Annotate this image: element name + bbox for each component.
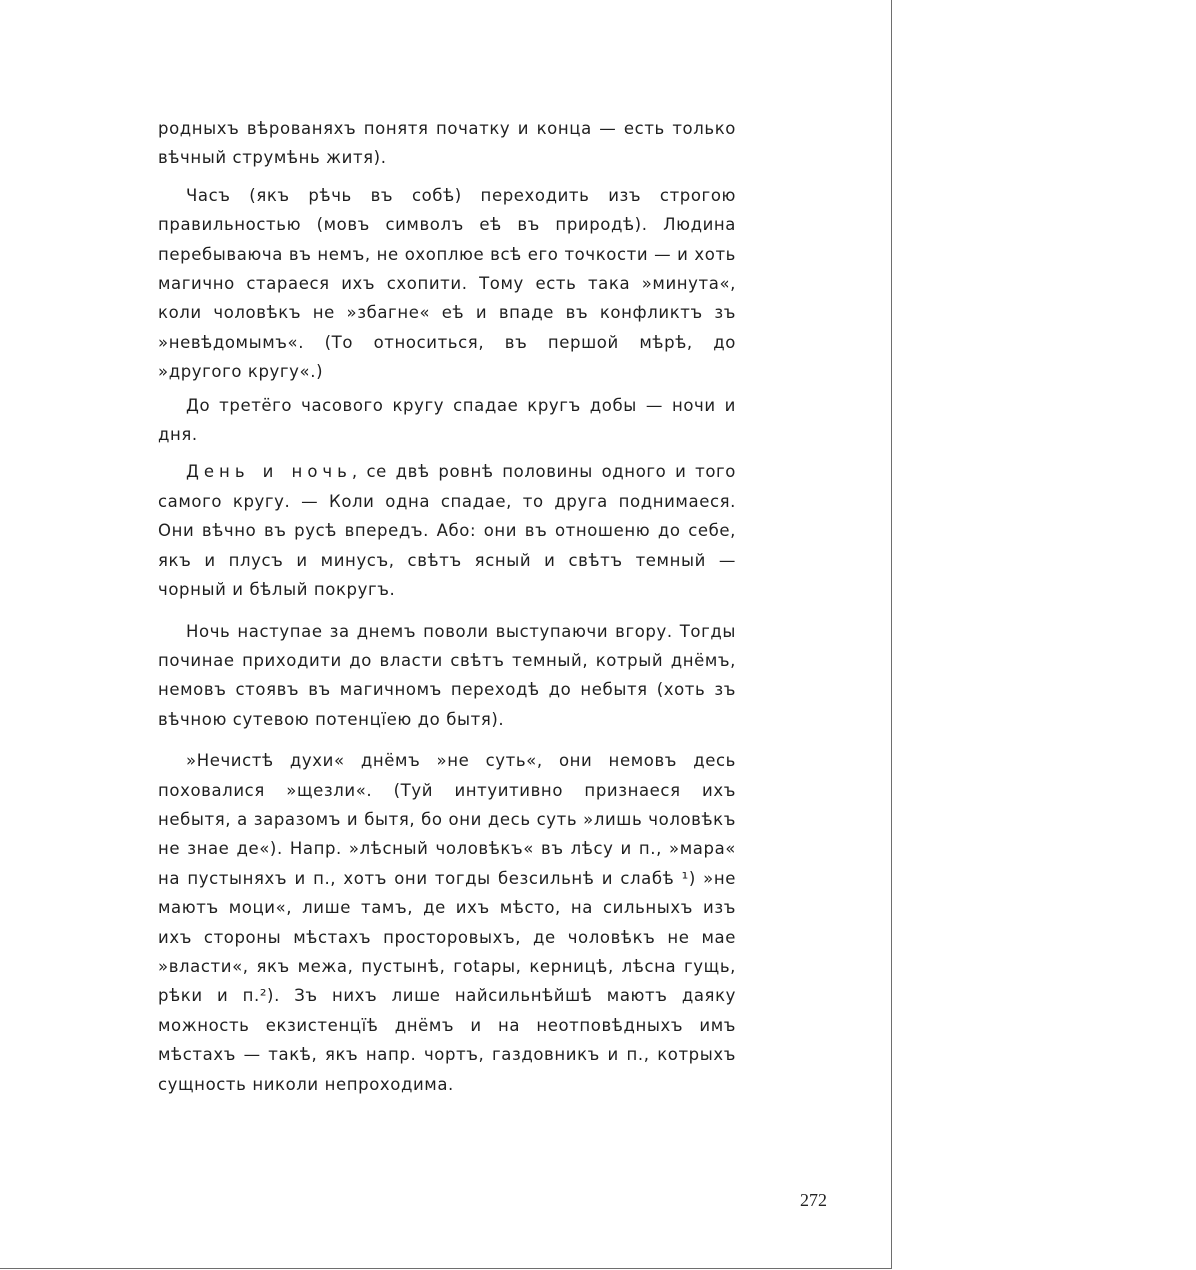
paragraph-1: родныхъ вѣрованяхъ понятя початку и конца — есть только вѣчный струмѣнь житя). (158, 119, 736, 168)
paragraph-3: До третёго часового кругу спадае кругъ добы — ночи и дня. (158, 395, 736, 445)
spaced-lead-words: День и ночь (186, 462, 352, 482)
page-number: 272 (800, 1190, 827, 1210)
paragraph-6: »Нечистѣ духи« днёмъ »не суть«, они немовъ десь поховалися »щезли«. (Туй интуитивно признаеся ихъ небытя, а заразомъ и бытя, бо они десь суть »лишь чоловѣкъ не знае де«). Напр. »лѣсный чоловѣкъ« въ лѣсу и п., »мара« на пустыняхъ и п., хотъ они тогды безсильнѣ и слабѣ ¹) »не маютъ моци«, лише тамъ, де ихъ мѣсто, на сильныхъ изъ ихъ стороны мѣстахъ просторовыхъ, де чоловѣкъ не мае »власти«, якъ межа, пустынѣ, гotары, керницѣ, лѣсна гущь, рѣки и п.²). Зъ нихъ лише найсильнѣйшѣ маютъ даяку можность екзистенцїѣ днёмъ и на неотповѣдныхъ имъ мѣстахъ — такѣ, якъ напр. чортъ, газдовникъ и п., котрыхъ сущность николи непроходима. (158, 751, 736, 1094)
paragraph-4-text: , се двѣ ровнѣ половины одного и того самого кругу. — Коли одна спадае, то друга поднимаеся. Они вѣчно въ русѣ впередъ. Або: они въ отношеню до себе, якъ и плусъ и минусъ, свѣтъ ясный и свѣтъ темный — чорный и бѣлый покругъ. (158, 462, 737, 600)
paragraph-5: Ночь наступае за днемъ поволи выступаючи вгору. Тогды починае приходити до власти свѣтъ темный, котрый днёмъ, немовъ стоявъ въ магичномъ переходѣ до небытя (хоть зъ вѣчною сутевою потенцїею до бытя). (158, 621, 736, 729)
paragraph-4 (158, 457, 736, 604)
paragraph-2: Часъ (якъ рѣчь въ собѣ) переходить изъ строгою правильностью (мовъ символъ еѣ въ природѣ). Людина перебываюча въ немъ, не охоплюе всѣ его точкости — и хоть магично стараеся ихъ схопити. Тому есть така »минута«, коли чоловѣкъ не »збагне« еѣ и впаде въ конфликтъ зъ »невѣдомымъ«. (То относиться, въ першой мѣрѣ, до »другого кругу«.) (158, 185, 736, 382)
page-body-text (158, 114, 736, 1099)
